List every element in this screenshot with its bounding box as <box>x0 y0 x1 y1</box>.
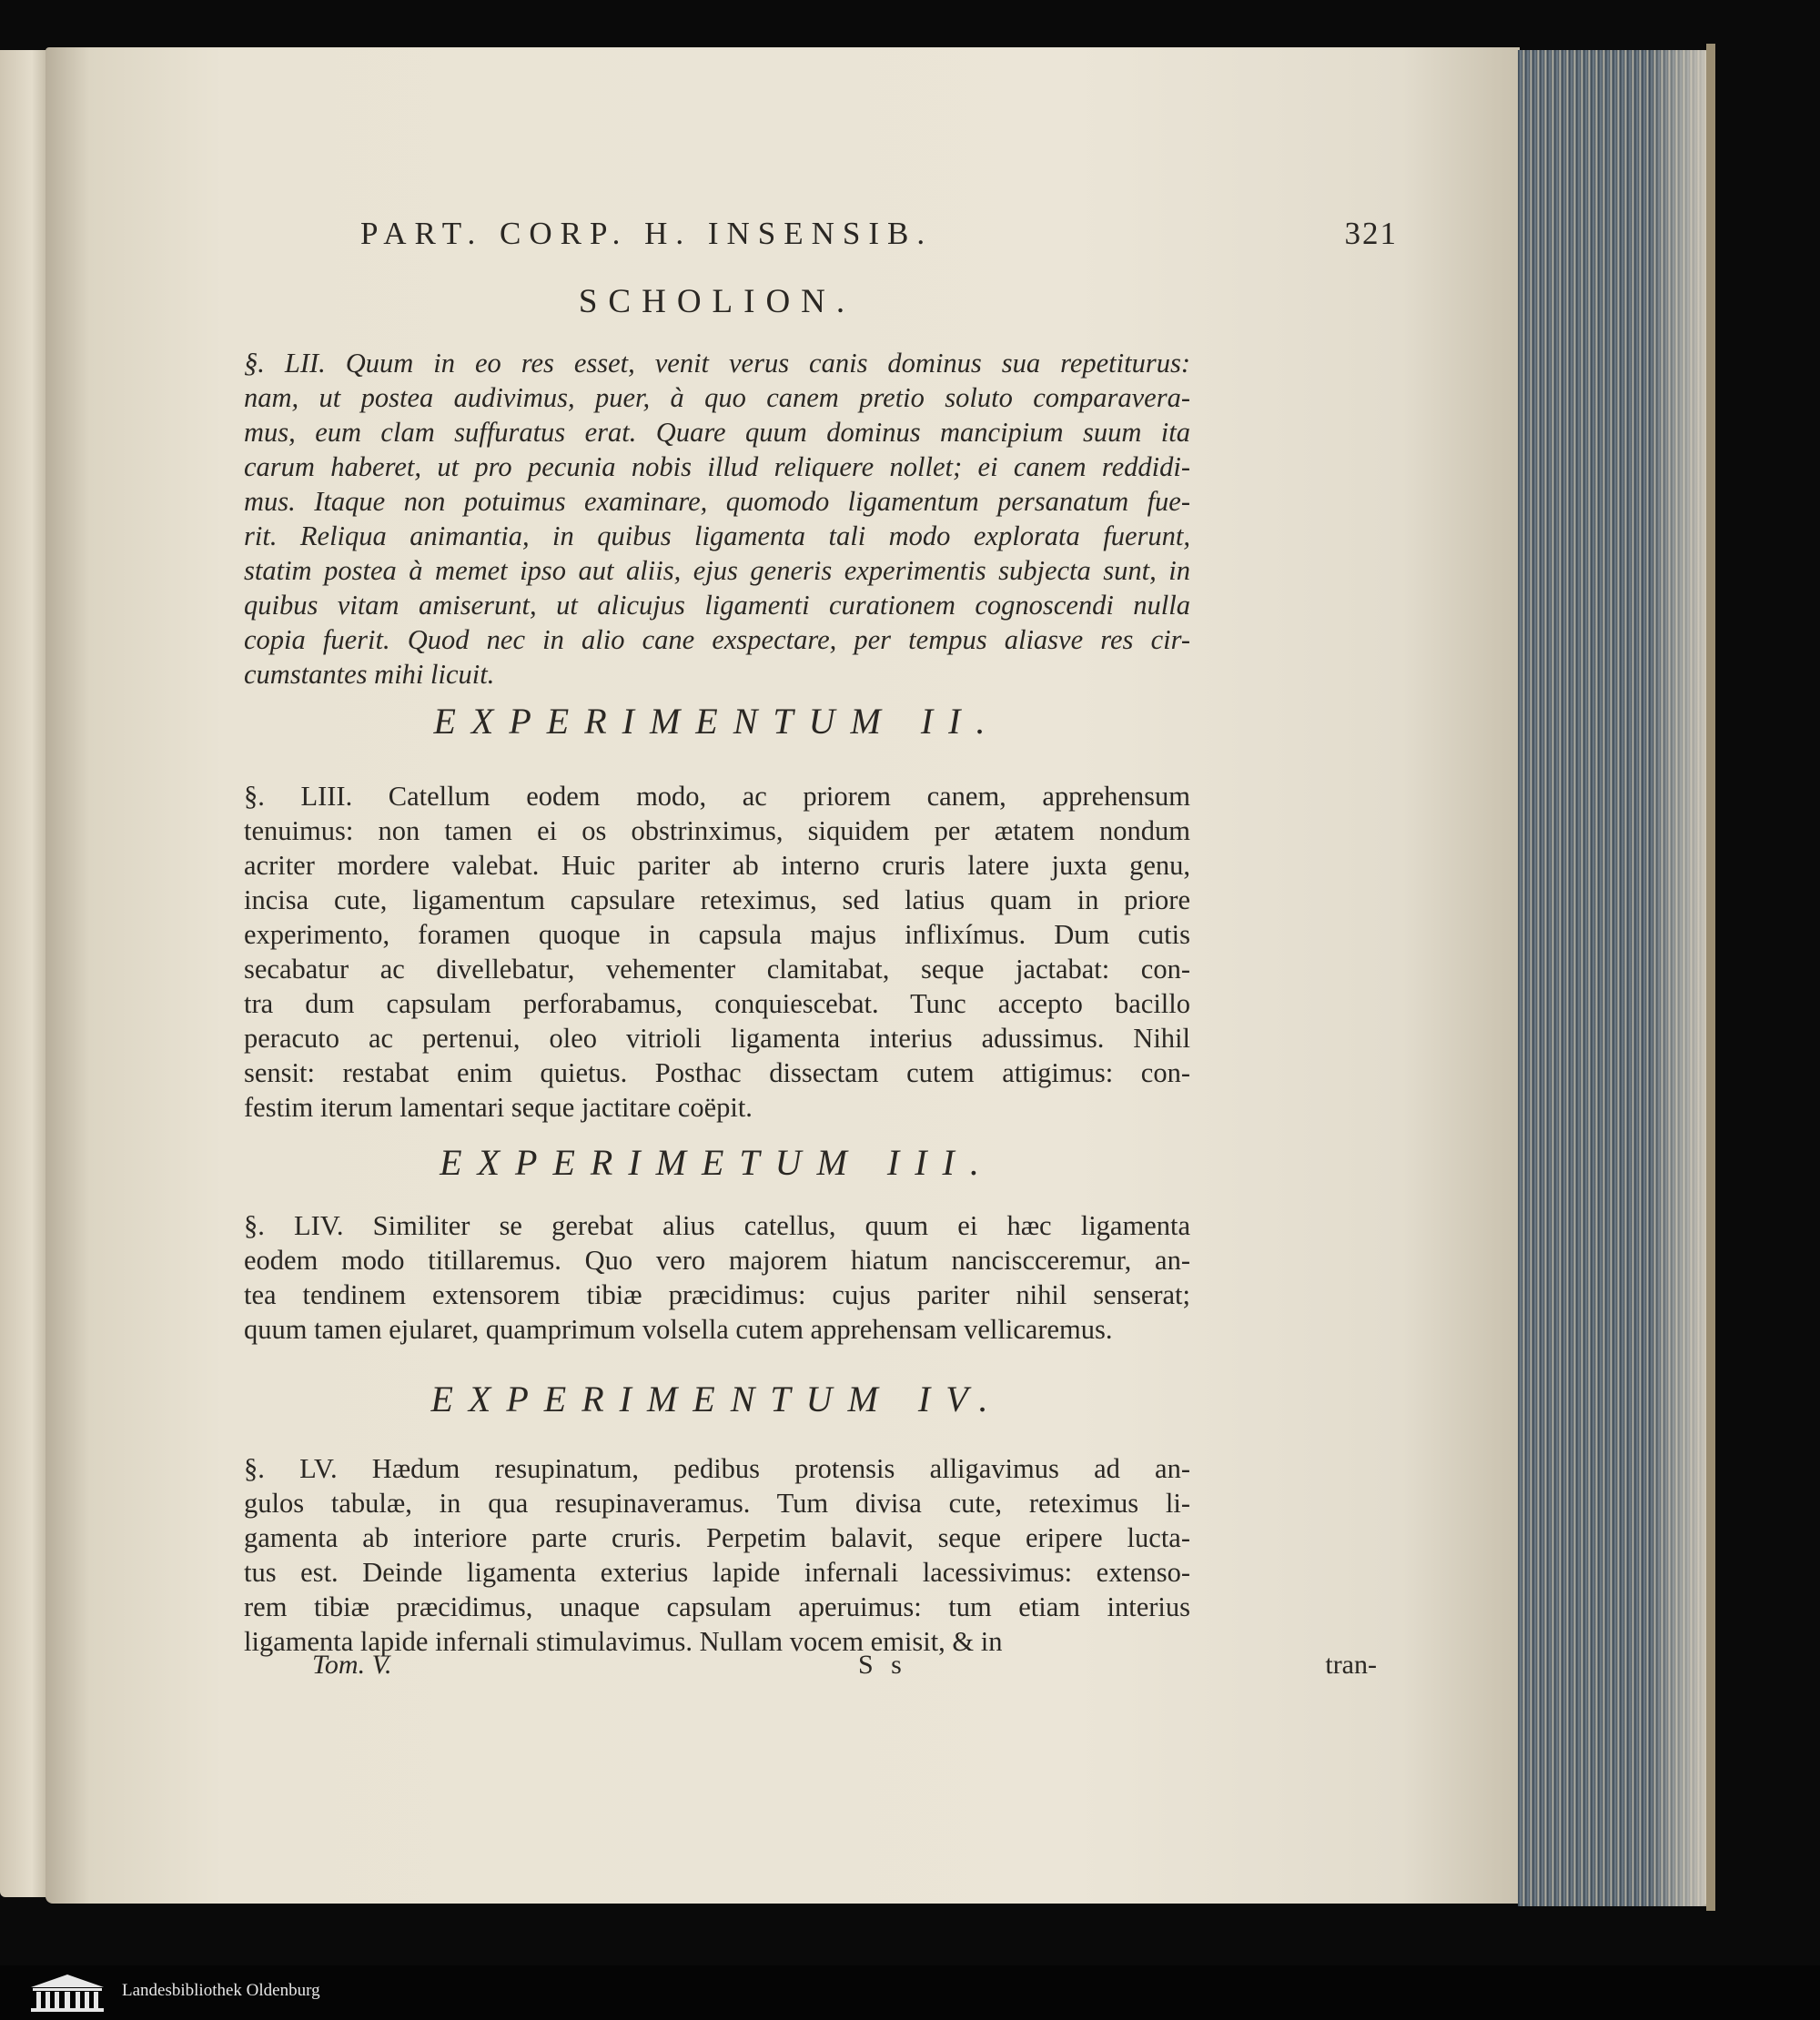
text-line: tra dum capsulam perforabamus, conquiescebat. Tunc accepto bacillo <box>244 988 1190 1019</box>
text-line: eodem modo titillaremus. Quo vero majorem hiatum nanciscceremur, an- <box>244 1245 1190 1276</box>
scholion-heading: SCHOLION. <box>578 283 856 320</box>
text-line: acriter mordere valebat. Huic pariter ab interno cruris latere juxta genu, <box>244 850 1190 881</box>
text-line: cumstantes mihi licuit. <box>244 659 495 690</box>
text-line: §. LIII. Catellum eodem modo, ac priorem canem, apprehensum <box>244 781 1190 812</box>
library-footer <box>0 1965 1820 2020</box>
experiment-3-paragraph <box>244 1208 1190 1347</box>
text-line: secabatur ac divellebatur, vehementer clamitabat, seque jactabat: con- <box>244 954 1190 985</box>
text-line: tenuimus: non tamen ei os obstrinximus, siquidem per ætatem nondum <box>244 815 1190 846</box>
text-line: gulos tabulæ, in qua resupinaveramus. Tum divisa cute, reteximus li- <box>244 1488 1190 1519</box>
text-line: rem tibiæ præcidimus, unaque capsulam aperuimus: tum etiam interius <box>244 1591 1190 1622</box>
text-line: tus est. Deinde ligamenta exterius lapide infernali lacessivimus: extenso- <box>244 1557 1190 1588</box>
experiment-4-heading: EXPERIMENTUM IV. <box>430 1379 1004 1419</box>
text-line: §. LV. Hædum resupinatum, pedibus protensis alligavimus ad an- <box>244 1453 1190 1484</box>
library-name: Landesbibliothek Oldenburg <box>122 1981 320 2000</box>
signature-mark: S s <box>858 1650 907 1680</box>
text-line: statim postea à memet ipso aut aliis, ejus generis experimentis subjecta sunt, in <box>244 555 1190 586</box>
text-line: copia fuerit. Quod nec in alio cane exspectare, per tempus aliasve res cir- <box>244 624 1190 655</box>
library-building-icon <box>27 1973 107 2013</box>
page-number: 321 <box>1344 216 1398 251</box>
text-line: §. LIV. Similiter se gerebat alius catellus, quum ei hæc ligamenta <box>244 1210 1190 1241</box>
scholion-paragraph <box>244 346 1190 692</box>
volume-mark: Tom. V. <box>312 1650 392 1680</box>
experiment-3-heading: EXPERIMETUM III. <box>440 1142 995 1183</box>
text-line: gamenta ab interiore parte cruris. Perpetim balavit, seque eripere lucta- <box>244 1522 1190 1553</box>
experiment-2-paragraph <box>244 779 1190 1125</box>
text-line: mus, eum clam suffuratus erat. Quare quum dominus mancipium suum ita <box>244 417 1190 448</box>
text-line: quibus vitam amiserunt, ut alicujus ligamenti curationem cognoscendi nulla <box>244 590 1190 621</box>
text-line: rit. Reliqua animantia, in quibus ligamenta tali modo explorata fuerunt, <box>244 520 1190 551</box>
right-page <box>46 47 1520 1904</box>
text-line: sensit: restabat enim quietus. Posthac dissectam cutem attigimus: con- <box>244 1057 1190 1088</box>
text-line: tea tendinem extensorem tibiæ præcidimus: cujus pariter nihil senserat; <box>244 1279 1190 1310</box>
text-line: mus. Itaque non potuimus examinare, quomodo ligamentum persanatum fue- <box>244 486 1190 517</box>
page-block-edges <box>1518 50 1709 1906</box>
text-line: peracuto ac pertenui, oleo vitrioli ligamenta interius adussimus. Nihil <box>244 1023 1190 1054</box>
text-line: ligamenta lapide infernali stimulavimus. Nullam vocem emisit, & in <box>244 1626 1003 1657</box>
text-line: festim iterum lamentari seque jactitare coëpit. <box>244 1092 753 1123</box>
experiment-4-paragraph <box>244 1451 1190 1659</box>
text-line: quum tamen ejularet, quamprimum volsella cutem apprehensam vellicaremus. <box>244 1314 1113 1345</box>
text-line: nam, ut postea audivimus, puer, à quo canem pretio soluto comparavera- <box>244 382 1190 413</box>
catchword: tran- <box>1325 1650 1377 1680</box>
text-line: incisa cute, ligamentum capsulare reteximus, sed latius quam in priore <box>244 884 1190 915</box>
text-line: carum haberet, ut pro pecunia nobis illud reliquere nollet; ei canem reddidi- <box>244 451 1190 482</box>
text-line: §. LII. Quum in eo res esset, venit verus canis dominus sua repetiturus: <box>244 348 1190 379</box>
text-line: experimento, foramen quoque in capsula majus inflixímus. Dum cutis <box>244 919 1190 950</box>
running-head-title: PART. CORP. H. INSENSIB. <box>360 216 934 251</box>
experiment-2-heading: EXPERIMENTUM II. <box>433 701 1001 742</box>
cover-board <box>1706 44 1715 1911</box>
